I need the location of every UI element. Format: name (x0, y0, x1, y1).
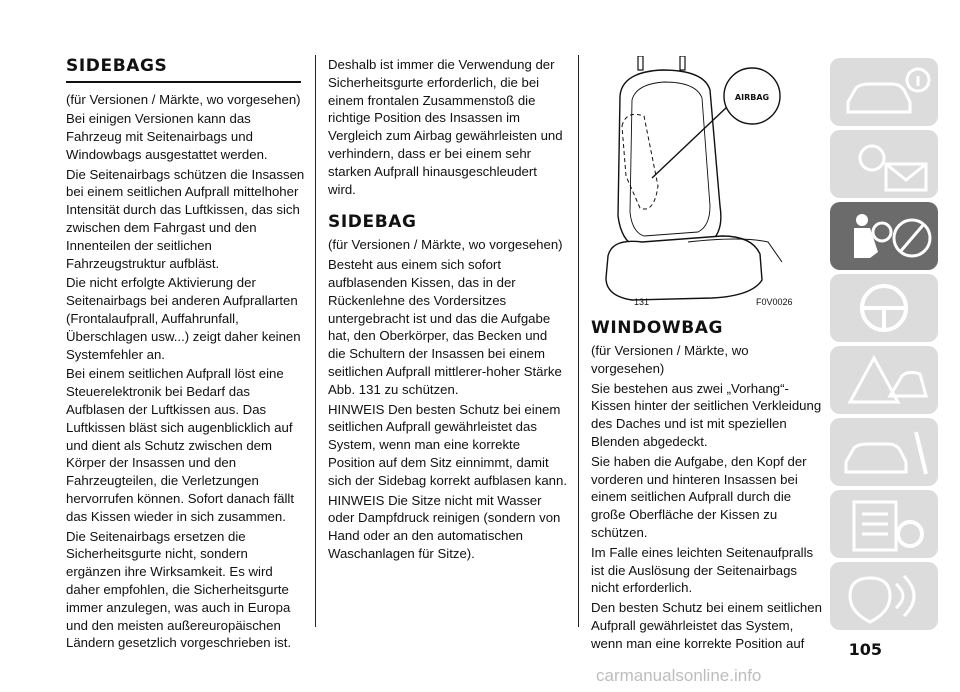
paragraph: Die nicht erfolgte Aktivierung der Seitenairbags bei anderen Aufprallarten (Frontalaufprall, Auffahrunfall, Überschlagen usw...) zeigt daher keinen Systemfehler an. (66, 275, 301, 362)
tab-car-info[interactable] (830, 58, 938, 126)
tab-multimedia[interactable] (830, 562, 938, 630)
specifications-icon (830, 490, 938, 558)
paragraph: (für Versionen / Märkte, wo vorgesehen) (66, 91, 301, 107)
paragraph: Deshalb ist immer die Verwendung der Sicherheitsgurte erforderlich, die bei einem frontalen Zusammenstoß die richtige Position des Insassen im Vergleich zum Airbag gewährleisten und verhindern, dass er bei einem sehr starken Aufprall hinausgeschleudert wird. (328, 57, 563, 197)
warning-lights-icon (830, 130, 938, 198)
column-divider (578, 55, 579, 627)
tab-emergency[interactable] (830, 346, 938, 414)
heading-rule (66, 81, 301, 83)
figure-number: 131 (634, 297, 650, 307)
page-number: 105 (848, 640, 882, 659)
paragraph: HINWEIS Den besten Schutz bei einem seitlichen Aufprall gewährleistet das System, wenn man eine korrekte Position auf dem Sitz einnimmt, damit sich der Sidebag korrekt aufblasen kann. (328, 401, 567, 488)
column-3 (591, 318, 823, 655)
tab-steering[interactable] (830, 274, 938, 342)
paragraph: (für Versionen / Märkte, wo vorgesehen) (328, 237, 563, 253)
figure-code: F0V0026 (756, 297, 793, 307)
airbag-label: AIRBAG (734, 93, 770, 102)
column-2 (328, 56, 568, 565)
multimedia-icon (830, 562, 938, 630)
paragraph: Sie haben die Aufgabe, den Kopf der vorderen und hinteren Insassen bei einem seitlichen Aufprall durch die große Oberfläche der Kissen zu schützen. (591, 453, 807, 540)
steering-wheel-icon (830, 274, 938, 342)
figure-seat-airbag (592, 56, 818, 310)
emergency-triangle-icon (830, 346, 938, 414)
seat-illustration (592, 56, 818, 310)
paragraph: Bei einigen Versionen kann das Fahrzeug mit Seitenairbags und Windowbags ausgestattet werden. (66, 111, 268, 162)
footer-watermark: carmanualsonline.info (596, 666, 762, 685)
tab-maintenance[interactable] (830, 418, 938, 486)
tab-specifications[interactable] (830, 490, 938, 558)
tab-airbag-safety[interactable] (830, 202, 938, 270)
paragraph: Sie bestehen aus zwei „Vorhang“-Kissen hinter der seitlichen Verkleidung des Daches und ist mit speziellen Blenden abgedeckt. (591, 380, 822, 449)
paragraph: Den besten Schutz bei einem seitlichen Aufprall gewährleistet das System, wenn man eine korrekte Position auf (591, 600, 822, 651)
paragraph: Im Falle eines leichten Seitenaufpralls ist die Auslösung der Seitenairbags nicht erforderlich. (591, 544, 814, 596)
paragraph: Die Seitenairbags ersetzen die Sicherheitsgurte nicht, sondern ergänzen ihre Wirksamkeit. Es wird daher empfohlen, die Sicherheitsgurte immer anzulegen, was auch in Europa und den meisten außereuropäischen Ländern gesetzlich vorgeschrieben ist. (66, 528, 292, 651)
heading-windowbag: WINDOWBAG (591, 318, 724, 338)
heading-sidebags: SIDEBAGS (66, 56, 168, 76)
paragraph: Die Seitenairbags schützen die Insassen bei einem seitlichen Aufprall mittelhoher Intensität durch das Luftkissen, das sich zwischen dem Fahrgast und den Innenteilen der seitlichen Fahrzeugstruktur aufbläst. (66, 166, 305, 271)
column-1 (66, 56, 306, 654)
paragraph: Besteht aus einem sich sofort aufblasenden Kissen, das in der Rückenlehne des Vordersitzes untergebracht ist und das die Aufgabe hat, den Oberkörper, das Becken und die Schultern der Insassen bei einem seitlichen Aufprall mittlerer-hoher Stärke Abb. 131 zu schützen. (328, 257, 562, 397)
car-info-icon (830, 58, 938, 126)
airbag-safety-icon (830, 202, 938, 270)
paragraph: HINWEIS Die Sitze nicht mit Wasser oder Dampfdruck reinigen (sondern von Hand oder an den automatischen Waschanlagen für Sitze). (328, 492, 561, 561)
tab-warning-lights[interactable] (830, 130, 938, 198)
heading-sidebag: SIDEBAG (328, 212, 417, 233)
paragraph: Bei einem seitlichen Aufprall löst eine Steuerelektronik bei Bedarf das Aufblasen der Luftkissen aus. Das Luftkissen bläst sich augenblicklich auf und dient als Schutz zwischen dem Körper der Insassen und den Fahrzeugteilen, die Verletzungen hervorrufen können. Sofort danach fällt das Kissen wieder in sich zusammen. (66, 366, 294, 524)
column-divider (315, 55, 316, 627)
paragraph: (für Versionen / Märkte, wo vorgesehen) (591, 343, 749, 376)
car-maintenance-icon (830, 418, 938, 486)
